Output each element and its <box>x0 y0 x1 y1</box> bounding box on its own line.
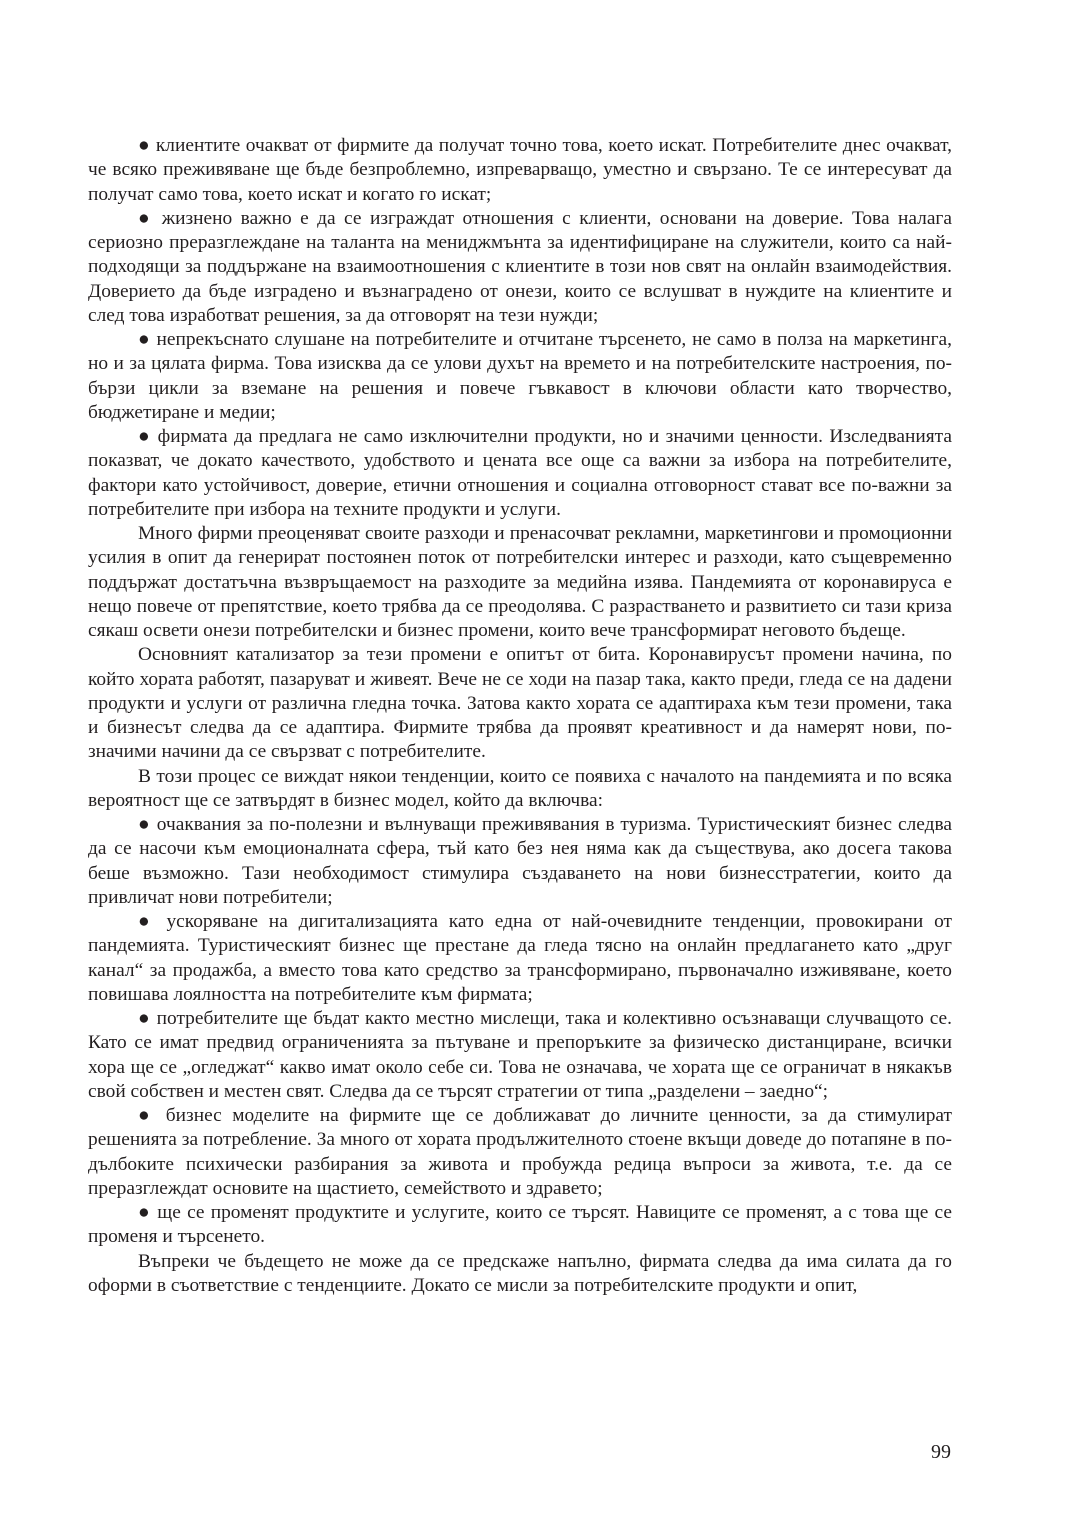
page-number: 99 <box>931 1441 951 1463</box>
paragraph-main-catalyst: Основният катализатор за тези промени е опитът от бита. Коронавирусът промени начина, по който хората работят, пазаруват и живеят. Вече не се ходи на пазар така, както преди, гледа се на дадени продукти и услуги от различна гледна точка. Затова както хората се адаптираха към тези промени, така и бизнесът следва да се адаптира. Фирмите трябва да проявят креативност и да намерят нови, по-значими начини да се свързват с потребителите. <box>88 644 952 763</box>
paragraph-future-shaping: Въпреки че бъдещето не може да се предскаже напълно, фирмата следва да има силата да го оформи в съответствие с тенденциите. Докато се мисли за потребителските продукти и опит, <box>88 1250 952 1296</box>
bullet-paragraph-products-change: ● ще се променят продуктите и услугите, които се търсят. Навиците се променят, а с това ще се променя и търсенето. <box>88 1202 952 1248</box>
bullet-paragraph-trust-relationships: ● жизнено важно е да се изграждат отношения с клиенти, основани на доверие. Това налага сериозно преразглеждане на таланта на мениджмънта за идентифициране на служители, които са най-подходящи за поддържане на взаимоотношения с клиентите в този нов свят на онлайн взаимодействия. Доверието да бъде изградено и възнаградено от онези, които се вслушват в нуждите на клиентите и след това изработват решения, за да отговорят на тези нужди; <box>88 207 952 326</box>
bullet-paragraph-tourism-experiences: ● очаквания за по-полезни и вълнуващи преживявания в туризма. Туристическият бизнес следва да се насочи към емоционалната сфера, тъй като без нея няма как да съществува, ако досега такова беше възможно. Тази необходимост стимулира създаването на нови бизнесстратегии, които да привличат нови потребители; <box>88 814 952 908</box>
bullet-paragraph-digitalization: ● ускоряване на дигитализацията като една от най-очевидните тенденции, провокирани от пандемията. Туристическият бизнес ще престане да гледа тясно на онлайн предлагането като „друг канал“ за продажба, а вместо това като средство за трансформирано, първоначално изживяване, което повишава лоялността на потребителите към фирмата; <box>88 911 952 1005</box>
bullet-paragraph-continuous-listening: ● непрекъснато слушане на потребителите и отчитане търсенето, не само в полза на маркетинга, но и за цялата фирма. Това изисква да се улови духът на времето и на потребителските настроения, по-бързи цикли за вземане на решения и повече гъвкавост в ключови области като творчество, бюджетиране и медии; <box>88 329 952 423</box>
paragraph-trends-intro: В този процес се виждат някои тенденции, които се появиха с началото на пандемията и по всяка вероятност ще се затвърдят в бизнес модел, който да включва: <box>88 765 952 811</box>
bullet-paragraph-meaningful-values: ● фирмата да предлага не само изключителни продукти, но и значими ценности. Изследванията показват, че докато качеството, удобството и цената все още са важни за избора на потребителите, фактори като устойчивост, доверие, етични отношения и социална отговорност стават все по-важни за потребителите при избора на техните продукти и услуги. <box>88 426 952 520</box>
bullet-paragraph-local-thinking: ● потребителите ще бъдат както местно мислещи, така и колективно осъзнаващи случващото се. Като се имат предвид ограниченията за пътуване и препоръките за физическо дистанциране, всички хора ще се „огледжат“ какво имат около себе си. Това не означава, че хората ще се ограничат в някакъв свой собствен и местен свят. Следва да се търсят стратегии от типа „разделени – заедно“; <box>88 1008 952 1102</box>
bullet-paragraph-personal-values: ● бизнес моделите на фирмите ще се доближават до личните ценности, за да стимулират решенията за потребление. За много от хората продължителното стоене вкъщи доведе до потапяне в по-дълбоките психически разбирания за живота и пробужда редица въпроси за живота, т.е. да се преразглеждат основите на щастието, семейството и здравето; <box>88 1105 952 1199</box>
body-text <box>88 134 952 1298</box>
paragraph-cost-reassessment: Много фирми преоценяват своите разходи и пренасочват рекламни, маркетингови и промоционни усилия в опит да генерират постоянен поток от потребителски интерес и разходи, като същевременно поддържат достатъчна възвръщаемост на разходите за медийна изява. Пандемията от коронавируса е нещо повече от препятствие, което трябва да се преодолява. С разрастването и развитието си тази криза сякаш освети онези потребителски и бизнес промени, които вече трансформират неговото бъдеще. <box>88 523 952 641</box>
bullet-paragraph-customers-expect: ● клиентите очакват от фирмите да получат точно това, което искат. Потребителите днес очакват, че всяко преживяване ще бъде безпроблемно, изпреварващо, уместно и свързано. Те се интересуват да получат само това, което искат и когато го искат; <box>88 135 952 205</box>
